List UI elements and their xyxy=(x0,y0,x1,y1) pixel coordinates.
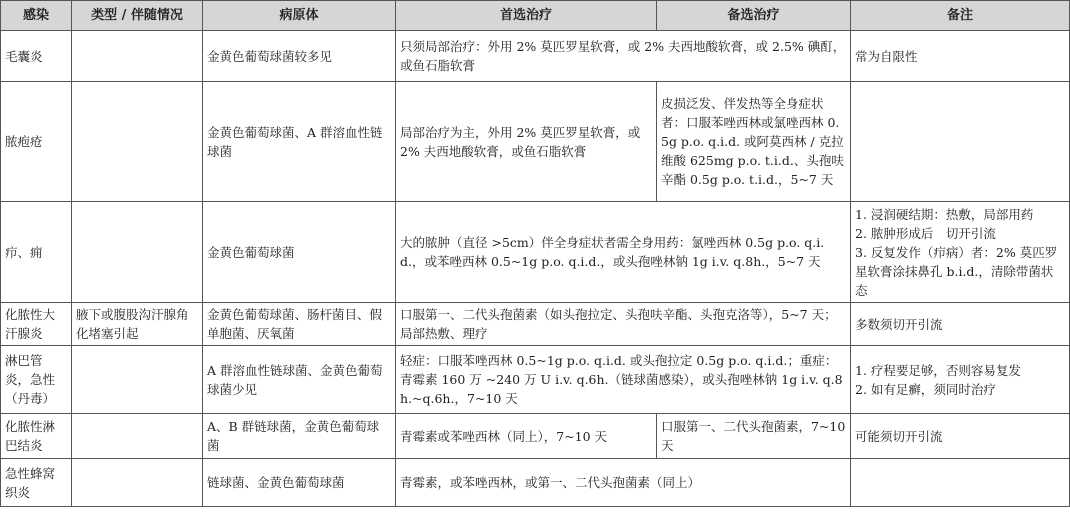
cell-type xyxy=(72,459,203,507)
note-line: 1. 疗程要足够，否则容易复发 xyxy=(855,362,1021,378)
cell-notes xyxy=(851,82,1070,202)
cell-first-choice: 大的脓肿（直径 >5cm）伴全身症状者需全身用药：氯唑西林 0.5g p.o. q.i.d.，或苯唑西林 0.5~1g p.o. q.i.d.，或头孢唑林钠 1g i.v. q.8h.，5~7 天 xyxy=(396,202,851,303)
note-line: 多数须切开引流 xyxy=(855,316,943,332)
cell-type xyxy=(72,31,203,82)
table-row xyxy=(1,459,1070,507)
cell-first-choice: 青霉素，或苯唑西林，或第一、二代头孢菌素（同上） xyxy=(396,459,851,507)
cell-first-choice: 口服第一、二代头孢菌素（如头孢拉定、头孢呋辛酯、头孢克洛等），5~7 天；局部热敷、理疗 xyxy=(396,303,851,346)
table-row xyxy=(1,303,1070,346)
cell-infection: 急性蜂窝织炎 xyxy=(1,459,72,507)
cell-type xyxy=(72,346,203,414)
cell-type xyxy=(72,414,203,459)
cell-pathogen: 金黄色葡萄球菌较多见 xyxy=(203,31,396,82)
cell-infection: 化脓性大汗腺炎 xyxy=(1,303,72,346)
note-line: 2. 如有足癣，须同时治疗 xyxy=(855,381,996,397)
cell-infection: 淋巴管炎，急性（丹毒） xyxy=(1,346,72,414)
cell-pathogen: 金黄色葡萄球菌、A 群溶血性链球菌 xyxy=(203,82,396,202)
cell-infection: 脓疱疮 xyxy=(1,82,72,202)
cell-first-choice: 只须局部治疗：外用 2% 莫匹罗星软膏，或 2% 夫西地酸软膏，或 2.5% 碘酊，或鱼石脂软膏 xyxy=(396,31,851,82)
cell-notes xyxy=(851,31,1070,82)
table-row xyxy=(1,202,1070,303)
cell-notes xyxy=(851,459,1070,507)
header-first-choice: 首选治疗 xyxy=(396,1,657,31)
cell-pathogen: A 群溶血性链球菌、金黄色葡萄球菌少见 xyxy=(203,346,396,414)
cell-first-choice: 青霉素或苯唑西林（同上），7~10 天 xyxy=(396,414,657,459)
cell-infection: 化脓性淋巴结炎 xyxy=(1,414,72,459)
cell-notes xyxy=(851,346,1070,414)
cell-infection: 毛囊炎 xyxy=(1,31,72,82)
header-type: 类型 / 伴随情况 xyxy=(72,1,203,31)
cell-pathogen: A、B 群链球菌，金黄色葡萄球菌 xyxy=(203,414,396,459)
table-row xyxy=(1,414,1070,459)
header-notes: 备注 xyxy=(851,1,1070,31)
note-line: 3. 反复发作（疖病）者：2% 莫匹罗星软膏涂抹鼻孔 b.i.d.，清除带菌状态 xyxy=(855,244,1058,298)
note-line: 常为自限性 xyxy=(855,48,918,64)
header-infection: 感染 xyxy=(1,1,72,31)
table-row xyxy=(1,82,1070,202)
table-row xyxy=(1,31,1070,82)
cell-type xyxy=(72,82,203,202)
cell-pathogen: 链球菌、金黄色葡萄球菌 xyxy=(203,459,396,507)
cell-type xyxy=(72,202,203,303)
cell-type: 腋下或腹股沟汗腺角化堵塞引起 xyxy=(72,303,203,346)
header-pathogen: 病原体 xyxy=(203,1,396,31)
table-row xyxy=(1,346,1070,414)
cell-pathogen: 金黄色葡萄球菌 xyxy=(203,202,396,303)
note-line: 1. 浸润硬结期：热敷，局部用药 xyxy=(855,206,1034,222)
cell-pathogen: 金黄色葡萄球菌、肠杆菌目、假单胞菌、厌氧菌 xyxy=(203,303,396,346)
cell-first-choice: 局部治疗为主，外用 2% 莫匹罗星软膏，或 2% 夫西地酸软膏，或鱼石脂软膏 xyxy=(396,82,657,202)
cell-alternative: 皮损泛发、伴发热等全身症状者：口服苯唑西林或氯唑西林 0.5g p.o. q.i.d. 或阿莫西林 / 克拉维酸 625mg p.o. t.i.d.、头孢呋辛酯 0.5g p.o. t.i.d.，5~7 天 xyxy=(657,82,851,202)
cell-notes xyxy=(851,202,1070,303)
note-line: 可能须切开引流 xyxy=(855,428,943,444)
cell-notes xyxy=(851,414,1070,459)
cell-infection: 疖、痈 xyxy=(1,202,72,303)
cell-alternative: 口服第一、二代头孢菌素，7~10 天 xyxy=(657,414,851,459)
cell-first-choice: 轻症：口服苯唑西林 0.5~1g p.o. q.i.d. 或头孢拉定 0.5g p.o. q.i.d.；重症：青霉素 160 万 ~240 万 U i.v. q.6h.（链球菌感染），或头孢唑林钠 1g i.v. q.8h.~q.6h.，7~10 天 xyxy=(396,346,851,414)
header-row xyxy=(1,1,1070,31)
cell-notes xyxy=(851,303,1070,346)
header-alternative: 备选治疗 xyxy=(657,1,851,31)
note-line: 2. 脓肿形成后 切开引流 xyxy=(855,225,996,241)
